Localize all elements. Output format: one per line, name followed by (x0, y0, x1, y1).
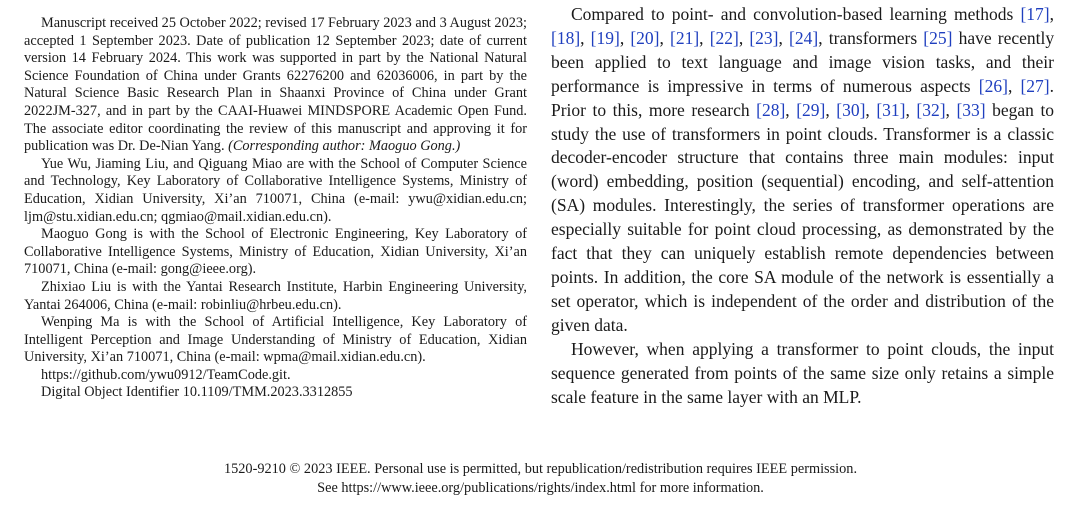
copyright-footer (0, 460, 1081, 498)
body-paragraph: Compared to point- and convolution-based learning methods [17], [18], [19], [20], [21], [22], [23], [24], transformers [25] have recently been applied to text language and image vision tasks, and their performance is impressive in terms of numerous aspects [26], [27]. Prior to this, more research [28], [29], [30], [31], [32], [33] began to study the use of transformers in point clouds. Transformer is a classic decoder-encoder structure that contains three main modules: input (word) embedding, position (sequential) encoding, and self-attention (SA) modules. Interestingly, the series of transformer operations are especially suitable for point cloud processing, as demonstrated by the fact that they can uniquely establish remote dependencies between points. In addition, the core SA module of the network is essentially a set operator, which is independent of the order and distribution of the given data. (551, 4, 1055, 335)
citation-link[interactable]: [25] (923, 27, 953, 48)
citation-link[interactable]: [20] (630, 27, 660, 48)
code-link[interactable]: https://github.com/ywu0912/TeamCode.git. (41, 366, 291, 383)
citation-link[interactable]: [29] (796, 99, 826, 120)
citation-link[interactable]: [24] (789, 27, 819, 48)
citation-link[interactable]: [30] (836, 99, 866, 120)
copyright-line: 1520-9210 © 2023 IEEE. Personal use is permitted, but republication/redistribution requires IEEE permission. (223, 461, 858, 477)
author-affiliation: Wenping Ma is with the School of Artificial Intelligence, Key Laboratory of Intelligent Perception and Image Understanding of Ministry of Education, Xidian University, Xi’an 710071, China (e-mail: wpma@mail.xidian.edu.cn). (24, 314, 527, 366)
author-affiliation: Yue Wu, Jiaming Liu, and Qiguang Miao are with the School of Computer Science and Technology, Key Laboratory of Collaborative Intelligence Systems, Ministry of Education, Xidian University, Xi’an 710071, China (e-mail: ywu@xidian.edu.cn; ljm@stu.xidian.edu.cn; qgmiao@mail.xidian.edu.cn). (24, 155, 527, 225)
corresponding-author: (Corresponding author: Maoguo Gong.) (228, 138, 461, 155)
author-affiliation: Zhixiao Liu is with the Yantai Research Institute, Harbin Engineering University, Yantai 264006, China (e-mail: robinliu@hrbeu.edu.cn). (24, 278, 527, 313)
citation-link[interactable]: [19] (590, 27, 620, 48)
citation-link[interactable]: [17] (1020, 4, 1050, 24)
footnotes-column (24, 15, 527, 402)
body-paragraph: However, when applying a transformer to point clouds, the input sequence generated from points of the same size only retains a simple scale feature in the same layer with an MLP. (551, 338, 1054, 407)
author-affiliation: Maoguo Gong is with the School of Electronic Engineering, Key Laboratory of Collaborative Intelligence Systems, Ministry of Education, Xidian University, Xi’an 710071, China (e-mail: gong@ieee.org). (24, 226, 527, 278)
citation-link[interactable]: [26] (978, 75, 1008, 96)
citation-link[interactable]: [28] (756, 99, 786, 120)
citation-link[interactable]: [23] (749, 27, 779, 48)
rights-link-line: See https://www.ieee.org/publications/rights/index.html for more information. (317, 480, 764, 496)
citation-link[interactable]: [18] (551, 27, 581, 48)
manuscript-note: Manuscript received 25 October 2022; revised 17 February 2023 and 3 August 2023; accepted 1 September 2023. Date of publication 12 September 2023; date of current version 14 February 2024. This work was supported in part by the National Natural Science Foundation of China under Grants 62276200 and 62036006, in part by the Natural Science Basic Research Plan in Shaanxi Province of China under Grant 2022JM-327, and in part by the CAAI-Huawei MINDSPORE Academic Open Fund. The associate editor coordinating the review of this manuscript and approving it for publication was Dr. De-Nian Yang. (Corresponding author: Maoguo Gong.) (24, 15, 527, 155)
citation-link[interactable]: [27] (1020, 75, 1050, 96)
citation-link[interactable]: [32] (916, 99, 946, 120)
body-column (551, 3, 1054, 409)
citation-link[interactable]: [22] (709, 27, 739, 48)
citation-link[interactable]: [33] (956, 99, 986, 120)
doi: Digital Object Identifier 10.1109/TMM.2023.3312855 (41, 384, 353, 401)
citation-link[interactable]: [21] (670, 27, 700, 48)
citation-link[interactable]: [31] (876, 99, 906, 120)
